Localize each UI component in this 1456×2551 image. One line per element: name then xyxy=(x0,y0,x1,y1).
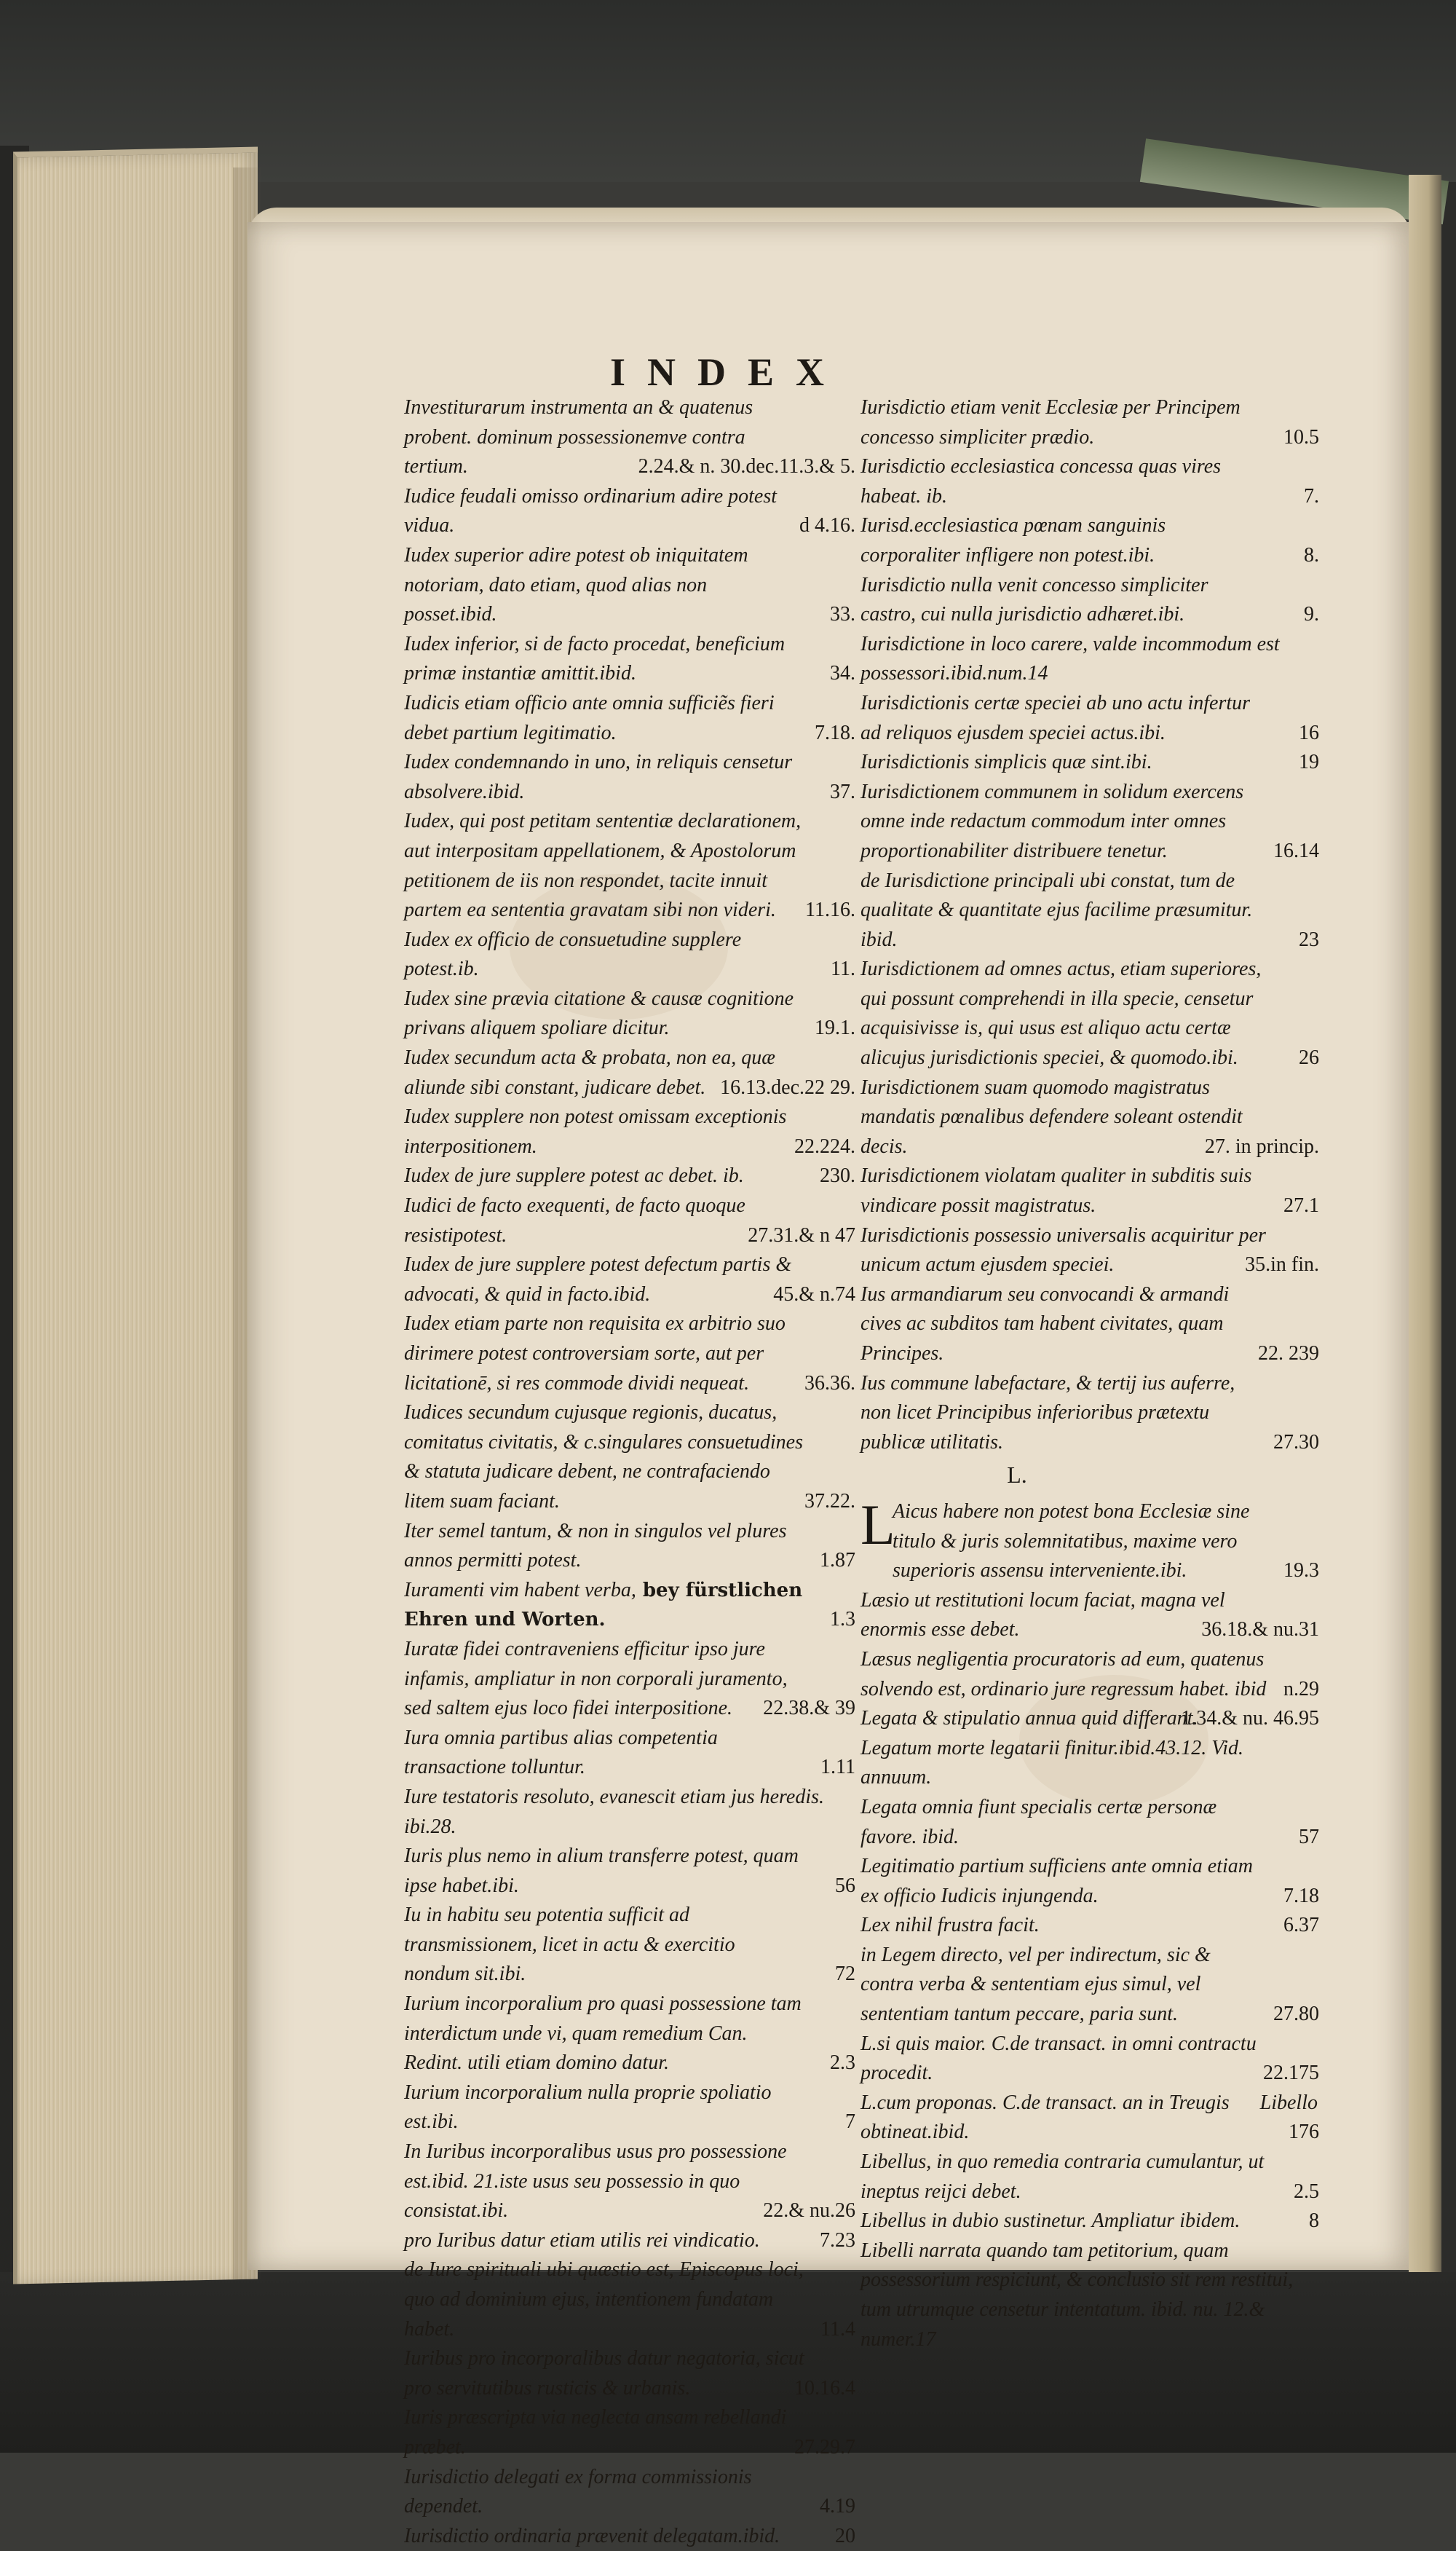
index-entry-text: Libellus in dubio sustinetur. Ampliatur ibidem. xyxy=(860,2209,1241,2233)
index-entry xyxy=(404,985,855,1044)
index-entry xyxy=(860,2207,1319,2236)
index-entry xyxy=(404,1842,855,1901)
index-entry-reference: 35.in fin. xyxy=(1245,1253,1319,1277)
index-entry-text: Iurium incorporalium nulla proprie spoliatio est.ibi. xyxy=(404,2081,772,2134)
index-entry xyxy=(404,1398,855,1516)
index-entry xyxy=(404,689,855,748)
index-entry xyxy=(860,955,1319,1073)
index-entry-text: Iuris præscripta via neglecta ansam rebellandi præbet. xyxy=(404,2406,787,2459)
index-entry-text: Legata & stipulatio annua quid differant. xyxy=(860,1707,1198,1730)
index-entry-reference: 16 xyxy=(1299,721,1319,744)
section-letter-heading: L. xyxy=(1007,1462,1027,1489)
index-entry xyxy=(860,1941,1319,2030)
index-entry-text: Iudici de facto exequenti, de facto quoque resistipotest. xyxy=(404,1194,745,1247)
index-entry xyxy=(404,1162,855,1191)
index-entry-reference: 45.& n.74 xyxy=(773,1282,855,1306)
index-entry-reference: 27.31.& n 47 xyxy=(748,1223,855,1247)
index-entry-reference: 7.23 xyxy=(820,2228,855,2252)
index-entry xyxy=(860,1704,1319,1734)
index-entry xyxy=(404,482,855,541)
index-entry-text: Iudex, qui post petitam sententiæ declarationem, aut interpositam appellationem, & Apostolorum petitionem de iis non respondet, tacite innuit partem ea sententia gravatam sibi non videri. xyxy=(404,810,802,922)
index-entry-reference: 1.34.& nu. 46.95 xyxy=(1181,1707,1319,1730)
index-entry-text: Iuratæ fidei contraveniens efficitur ipso jure infamis, ampliatur in non corporali juramento, sed saltem ejus loco fidei interpositione. xyxy=(404,1637,788,1720)
index-entry-text: Iurisdictio ecclesiastica concessa quas vires habeat. ib. xyxy=(860,455,1222,508)
index-entry-reference: 2.3 xyxy=(830,2051,855,2075)
index-entry-text: Iudex de jure supplere potest ac debet. ib. xyxy=(404,1164,744,1188)
index-entry-reference: 1.3 xyxy=(830,1608,855,1631)
index-entry-text: Iurisdictio nulla venit concesso simpliciter castro, cui nulla jurisdictio adhæret.ibi. xyxy=(860,573,1208,626)
index-entry xyxy=(860,511,1319,570)
index-entry-text: Iudex inferior, si de facto procedat, beneficium primæ instantiæ amittit.ibid. xyxy=(404,632,786,685)
index-entry-text: Iurisdictionem suam quomodo magistratus mandatis pœnalibus defendere soleant ostendit decis. xyxy=(860,1076,1243,1158)
index-entry-reference: 8 xyxy=(1309,2209,1319,2233)
index-entry-text: Iurisdictione in loco carere, valde incommodum est possessori.ibid.num.14 xyxy=(860,632,1280,685)
index-entry xyxy=(860,778,1319,867)
index-entry xyxy=(404,807,855,925)
index-entry xyxy=(860,1280,1319,1369)
index-entry-reference: 10.5 xyxy=(1283,425,1319,449)
index-entry-text: Iudex etiam parte non requisita ex arbitrio suo dirimere potest controversiam sorte, aut per licitationē, si res commode dividi nequeat. xyxy=(404,1312,786,1395)
index-entry-reference: 2.24.& n. 30.dec.11.3.& 5. xyxy=(638,455,855,478)
index-entry-reference: 19 xyxy=(1299,751,1319,774)
index-entry-text: In Iuribus incorporalibus usus pro possessione est.ibid. 21.iste usus seu possessio in quo consistat.ibi. xyxy=(404,2140,787,2223)
index-entry-reference: 6.37 xyxy=(1283,1914,1319,1937)
index-entry-reference: d 4.16. xyxy=(799,514,855,537)
index-entry-reference: 19.1. xyxy=(815,1017,855,1040)
index-entry xyxy=(404,1635,855,1724)
index-entry xyxy=(860,1162,1319,1221)
index-entry xyxy=(860,393,1319,452)
index-entry xyxy=(860,867,1319,955)
index-entry xyxy=(404,2137,855,2226)
index-entry-text: Lex nihil frustra facit. xyxy=(860,1914,1040,1937)
index-entry-reference: 26 xyxy=(1299,1046,1319,1070)
index-entry-text: Ius commune labefactare, & tertij ius auferre, non licet Principibus inferioribus prætextu publicæ utilitatis. xyxy=(860,1371,1235,1454)
index-entry xyxy=(860,630,1319,689)
index-entry-reference: 22.& nu.26 xyxy=(763,2199,855,2223)
index-entry xyxy=(860,2089,1319,2148)
book-page-edges xyxy=(13,146,258,2284)
index-entry xyxy=(860,748,1319,778)
index-entry-reference: 10.16.4 xyxy=(794,2376,855,2400)
index-entry-text: Iurisdictionis simplicis quæ sint.ibi. xyxy=(860,751,1152,774)
index-entry xyxy=(404,1044,855,1103)
index-entry-reference: 7 xyxy=(845,2110,855,2134)
index-entry-reference: 22.38.& 39 xyxy=(763,1697,855,1720)
index-entry xyxy=(860,1221,1319,1280)
index-entry xyxy=(404,2226,855,2256)
index-entry xyxy=(860,1793,1319,1852)
index-entry-reference: 9. xyxy=(1304,603,1319,626)
index-entry xyxy=(404,1783,855,1842)
index-entry-text: Iudex secundum acta & probata, non ea, quæ aliunde sibi constant, judicare debet. xyxy=(404,1046,775,1099)
index-entry-text: L.cum proponas. C.de transact. an in Treugis obtineat.ibid. xyxy=(860,2091,1230,2144)
index-entry xyxy=(860,2148,1319,2207)
index-entry-reference: 16.13.dec.22 29. xyxy=(720,1076,855,1099)
index-entry-text: Iurisdictio etiam venit Ecclesiæ per Principem concesso simpliciter prædio. xyxy=(860,396,1241,449)
index-entry-text: Investiturarum instrumenta an & quatenus probent. dominum possessionemve contra tertium. xyxy=(404,396,753,478)
index-entry-text: Aicus habere non potest bona Ecclesiæ sine titulo & juris solemnitatibus, maxime vero superioris assensu interveniente.ibi. xyxy=(893,1499,1250,1582)
index-entry-text: Ius armandiarum seu convocandi & armandi cives ac subditos tam habent civitates, quam Principes. xyxy=(860,1282,1230,1365)
index-column-right xyxy=(860,393,1319,2354)
index-entry-reference: 34. xyxy=(830,662,855,685)
index-entry-text: Iurisd.ecclesiastica pœnam sanguinis corporaliter infligere non potest.ibi. xyxy=(860,514,1166,567)
index-entry-text: Iuribus pro incorporalibus datur negatoria, sicut pro servitutibus rusticis & urbanis. xyxy=(404,2347,804,2400)
index-entry-reference: 27.1 xyxy=(1283,1194,1319,1218)
index-entry-text: de Iure spirituali ubi quæstio est, Episcopus loci, quo ad dominium ejus, intentionem fundatam habet. xyxy=(404,2258,804,2341)
index-entry-text: Læsus negligentia procuratoris ad eum, quatenus solvendo est, ordinario jure regressum habet. ibid xyxy=(860,1647,1267,1700)
index-entry-text: Iudicis etiam officio ante omnia sufficiẽs fieri debet partium legitimatio. xyxy=(404,691,775,744)
index-entry xyxy=(860,1911,1319,1941)
index-entry xyxy=(404,2522,855,2551)
index-entry-text: Iurium incorporalium pro quasi possessione tam interdictum unde vi, quam remedium Can. Redint. utili etiam domino datur. xyxy=(404,1992,802,2075)
index-entry-reference: 27.29.7 xyxy=(794,2435,855,2459)
index-entry-reference: 230. xyxy=(820,1164,855,1188)
index-entry-text: Iurisdictio delegati ex forma commissionis dependet. xyxy=(404,2465,752,2518)
fraktur-text: bey fürstlichen Ehren und Worten. xyxy=(404,1579,803,1631)
index-entry-text: Iudex sine prævia citatione & causæ cognitione privans aliquem spoliare dicitur. xyxy=(404,987,794,1040)
index-entry-text: de Iurisdictione principali ubi constat, tum de qualitate & quantitate ejus facilime præsumitur. ibid. xyxy=(860,869,1253,951)
index-entry xyxy=(860,1492,1319,1586)
index-entry-reference: 176 xyxy=(1289,2121,1319,2144)
index-entry xyxy=(404,748,855,807)
index-entry xyxy=(860,452,1319,511)
index-entry xyxy=(404,1901,855,1990)
index-entry-reference: 16.14 xyxy=(1273,839,1319,862)
index-entry xyxy=(404,1990,855,2078)
index-entry-reference: 37.22. xyxy=(804,1489,855,1513)
index-entry-text: Iure testatoris resoluto, evanescit etiam jus heredis. ibi.28. xyxy=(404,1785,825,1838)
index-entry-reference: 2.5 xyxy=(1294,2180,1319,2203)
index-entry-reference: 36.18.& nu.31 xyxy=(1201,1618,1319,1641)
index-entry xyxy=(404,2403,855,2462)
index-entry xyxy=(404,1103,855,1162)
index-entry-reference: 22. 239 xyxy=(1258,1342,1319,1365)
index-entry-text: pro Iuribus datur etiam utilis rei vindicatio. xyxy=(404,2228,760,2252)
index-entry-reference: 56 xyxy=(835,1874,855,1897)
index-entry xyxy=(860,1734,1319,1793)
index-entry xyxy=(404,1576,855,1635)
index-entry-reference: 20 xyxy=(835,2524,855,2547)
index-entry-text: Iuramenti vim habent verba, xyxy=(404,1578,636,1601)
catchword: Libello xyxy=(1259,2091,1318,2114)
index-entry-reference: 1.11 xyxy=(820,1756,855,1779)
index-entry-text: Libelli narrata quando tam petitorium, quam possessorium respiciunt, & conclusio sit rem restitui, tum utrumque censetur intentatum. ibid. nu. 12.& numer.17 xyxy=(860,2239,1294,2351)
index-entry-text: Iurisdictionem communem in solidum exercens omne inde redactum commodum inter omnes proportionabiliter distribuere tenetur. xyxy=(860,780,1244,862)
index-entry-text: Iuris plus nemo in alium transferre potest, quam ipse habet.ibi. xyxy=(404,1845,799,1897)
index-entry xyxy=(404,541,855,630)
index-entry-reference: 36.36. xyxy=(804,1371,855,1395)
index-entry-reference: 22.175 xyxy=(1263,2062,1319,2085)
index-entry-text: Iurisdictionis possessio universalis acquiritur per unicum actum ejusdem speciei. xyxy=(860,1223,1266,1277)
index-entry-text: Libellus, in quo remedia contraria cumulantur, ut ineptus reijci debet. xyxy=(860,2150,1265,2203)
index-entry-text: Iurisdictionem violatam qualiter in subditis suis vindicare possit magistratus. xyxy=(860,1164,1252,1218)
index-entry-text: Iura omnia partibus alias competentia transactione tolluntur. xyxy=(404,1726,718,1779)
index-entry xyxy=(860,1586,1319,1645)
index-entry-text: Iu in habitu seu potentia sufficit ad transmissionem, licet in actu & exercitio nondum sit.ibi. xyxy=(404,1904,735,1986)
index-entry-reference: 22.224. xyxy=(794,1135,855,1158)
index-entry-reference: 11. xyxy=(831,958,855,981)
index-entry xyxy=(860,571,1319,630)
index-entry-text: L.si quis maior. C.de transact. in omni contractu procedit. xyxy=(860,2032,1257,2085)
index-entry-text: Iudex superior adire potest ob iniquitatem notoriam, dato etiam, quod alias non posset.ibid. xyxy=(404,543,748,626)
index-entry-text: Iter semel tantum, & non in singulos vel plures annos permitti potest. xyxy=(404,1519,787,1572)
index-entry-reference: 57 xyxy=(1299,1825,1319,1848)
index-entry-reference: 7. xyxy=(1304,484,1319,508)
index-entry xyxy=(404,2463,855,2522)
index-entry xyxy=(860,1645,1319,1704)
index-entry-reference: 1.87 xyxy=(820,1549,855,1572)
index-entry-reference: 4.19 xyxy=(820,2495,855,2518)
index-entry xyxy=(404,2344,855,2403)
index-entry xyxy=(404,926,855,985)
index-entry xyxy=(404,1309,855,1398)
index-entry-reference: 7.18. xyxy=(815,721,855,744)
index-entry-reference: 27.80 xyxy=(1273,2003,1319,2026)
index-entry-text: Iudex ex officio de consuetudine supplere potest.ib. xyxy=(404,928,742,981)
index-entry xyxy=(860,1073,1319,1162)
index-entry-reference: 23 xyxy=(1299,928,1319,951)
index-entry-reference: 27. in princip. xyxy=(1204,1135,1319,1158)
index-entry-text: Iurisdictionis certæ speciei ab uno actu infertur ad reliquos ejusdem speciei actus.ibi. xyxy=(860,691,1251,744)
index-entry-reference: 27.30 xyxy=(1273,1430,1319,1454)
index-entry xyxy=(404,393,855,482)
index-entry xyxy=(404,2255,855,2344)
index-entry xyxy=(404,1724,855,1783)
index-entry-text: Iurisdictio ordinaria prævenit delegatam.ibid. xyxy=(404,2524,780,2547)
index-entry xyxy=(404,1191,855,1250)
index-entry-text: Læsio ut restitutioni locum faciat, magna vel enormis esse debet. xyxy=(860,1588,1225,1641)
index-entry-text: Legatum morte legatarii finitur.ibid.43.12. Vid. annuum. xyxy=(860,1736,1244,1789)
book-gutter xyxy=(1409,175,1441,2272)
page-header: INDEX xyxy=(609,350,847,394)
index-entry xyxy=(860,1369,1319,1458)
index-entry-text: in Legem directo, vel per indirectum, sic & contra verba & sententiam ejus simul, vel sententiam tantum peccare, paria sunt. xyxy=(860,1943,1211,2026)
index-entry xyxy=(404,1517,855,1576)
index-entry xyxy=(860,2030,1319,2089)
index-entry-text: Iudex supplere non potest omissam exceptionis interpositionem. xyxy=(404,1105,787,1158)
index-entry-reference: 7.18 xyxy=(1283,1884,1319,1907)
index-entry-reference: n.29 xyxy=(1283,1677,1319,1700)
drop-cap: L xyxy=(860,1492,895,1556)
index-entry xyxy=(404,2078,855,2137)
index-entry-reference: 37. xyxy=(830,780,855,803)
index-entry xyxy=(860,689,1319,748)
index-column-left xyxy=(404,393,855,2551)
index-entry-reference: 8. xyxy=(1304,543,1319,567)
index-entry xyxy=(860,2236,1319,2354)
index-entry-text: Legitimatio partium sufficiens ante omnia etiam ex officio Iudicis injungenda. xyxy=(860,1855,1253,1907)
index-entry-text: Iudex de jure supplere potest defectum partis & advocati, & quid in facto.ibid. xyxy=(404,1253,792,1306)
index-entry-text: Iudex condemnando in uno, in reliquis censetur absolvere.ibid. xyxy=(404,751,793,803)
index-entry xyxy=(404,1250,855,1309)
index-entry-reference: 11.4 xyxy=(820,2317,855,2341)
edge-shadow xyxy=(233,167,262,2279)
index-entry-reference: 11.16. xyxy=(805,899,855,922)
index-entry-reference: 72 xyxy=(835,1963,855,1986)
index-entry-reference: 33. xyxy=(830,603,855,626)
index-entry-text: Legata omnia fiunt specialis certæ personæ favore. ibid. xyxy=(860,1795,1217,1848)
index-entry xyxy=(860,1852,1319,1911)
index-entry-text: Iudices secundum cujusque regionis, ducatus, comitatus civitatis, & c.singulares consuetudines & statuta judicare debent, ne contrafaciendo litem suam faciant. xyxy=(404,1401,804,1513)
index-entry-reference: 19.3 xyxy=(1283,1559,1319,1582)
index-entry-text: Iurisdictionem ad omnes actus, etiam superiores, qui possunt comprehendi in illa specie, censetur acquisivisse is, qui usus est aliquo actu certæ alicujus jurisdictionis speciei, & quomodo.ibi. xyxy=(860,958,1262,1070)
index-entry xyxy=(404,630,855,689)
index-entry-text: Iudice feudali omisso ordinarium adire potest vidua. xyxy=(404,484,777,537)
